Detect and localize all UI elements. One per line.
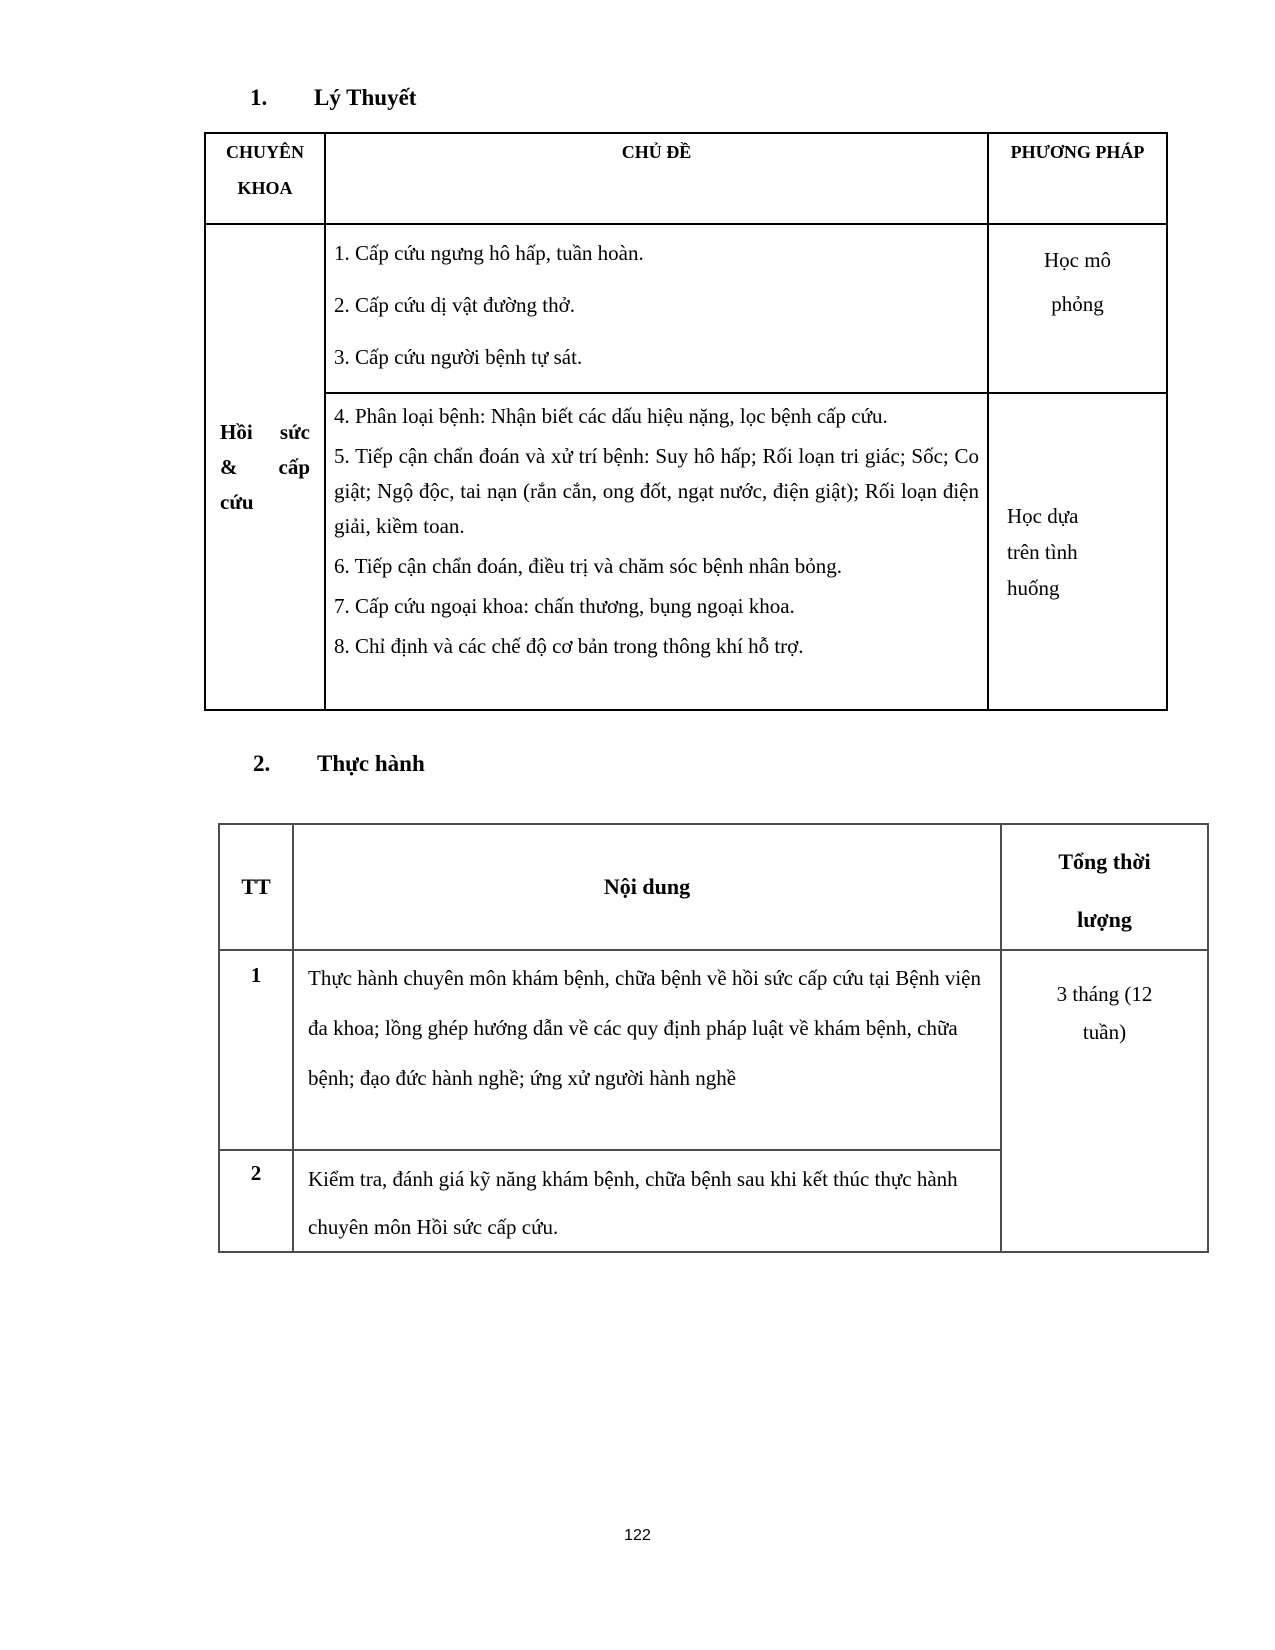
column-header-topic: CHỦ ĐỀ [325,133,988,224]
column-header-tt: TT [219,824,293,950]
topic-item: 7. Cấp cứu ngoại khoa: chấn thương, bụng ngoại khoa. [334,594,795,618]
duration-cell [1001,950,1208,1252]
topics-group-2-cell [325,393,988,710]
column-header-duration-label: Tổng thời lượng [1058,849,1151,932]
topic-item: 3. Cấp cứu người bệnh tự sát. [334,345,583,369]
section-1-heading [250,84,416,112]
theory-table [204,132,1168,711]
row-2-content-cell [293,1150,1001,1252]
topic-item: 6. Tiếp cận chẩn đoán, điều trị và chăm sóc bệnh nhân bỏng. [334,554,842,578]
column-header-content: Nội dung [293,824,1001,950]
method-1-label: Học mô phỏng [1043,248,1112,316]
topic-item: 1. Cấp cứu ngưng hô hấp, tuần hoàn. [334,241,644,265]
section-1-title: Lý Thuyết [314,85,417,110]
theory-table-header-row [205,133,1167,224]
column-header-method: PHƯƠNG PHÁP [988,133,1167,224]
topic-item: 5. Tiếp cận chẩn đoán và xử trí bệnh: Suy hô hấp; Rối loạn tri giác; Sốc; Co giật; Ngộ độc, tai nạn (rắn cắn, ong đốt, ngạt nước, điện giật); Rối loạn điện giải, kiềm toan. [334,444,979,538]
row-1-content: Thực hành chuyên môn khám bệnh, chữa bệnh về hồi sức cấp cứu tại Bệnh viện đa khoa; lồng ghép hướng dẫn về các quy định pháp luật về khám bệnh, chữa bệnh; đạo đức hành nghề; ứng xử người hành nghề [308,966,981,1090]
specialty-cell [205,224,325,710]
topic-item: 4. Phân loại bệnh: Nhận biết các dấu hiệu nặng, lọc bệnh cấp cứu. [334,404,888,428]
practice-table [218,823,1209,1253]
method-2-cell [988,393,1167,710]
theory-table-row-1 [205,224,1167,393]
method-2-label: Học dựa trên tình huống [1007,503,1079,600]
section-1-number: 1. [250,85,268,110]
section-2-heading [253,750,425,778]
method-1-cell [988,224,1167,393]
specialty-label: Hồi sức & cấp cứu [220,419,310,514]
topics-group-1-cell [325,224,988,393]
topic-item: 2. Cấp cứu dị vật đường thở. [334,293,575,317]
column-header-specialty: CHUYÊN KHOA [205,133,325,224]
section-2-number: 2. [253,751,271,776]
topic-item: 8. Chỉ định và các chế độ cơ bản trong thông khí hỗ trợ. [334,634,804,658]
row-1-content-cell [293,950,1001,1150]
row-1-index: 1 [219,950,293,1150]
theory-table-row-2 [205,393,1167,710]
page-number: 122 [624,1527,651,1544]
section-2-title: Thực hành [317,751,425,776]
practice-table-header-row [219,824,1208,950]
duration-label: 3 tháng (12 tuần) [1056,982,1153,1044]
column-header-duration [1001,824,1208,950]
practice-table-row-1 [219,950,1208,1150]
row-2-index: 2 [219,1150,293,1252]
row-2-content: Kiểm tra, đánh giá kỹ năng khám bệnh, chữa bệnh sau khi kết thúc thực hành chuyên môn Hồi sức cấp cứu. [308,1167,958,1239]
